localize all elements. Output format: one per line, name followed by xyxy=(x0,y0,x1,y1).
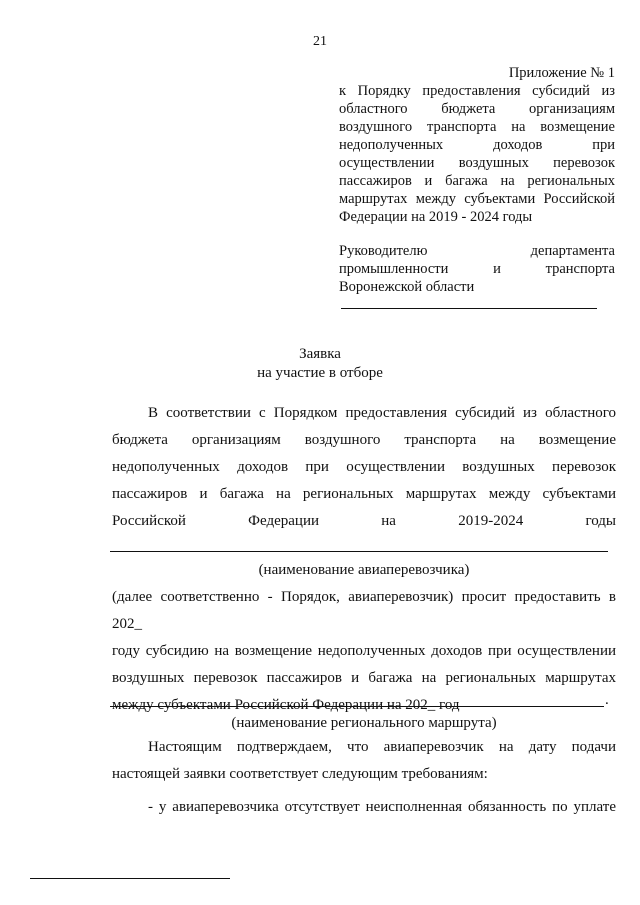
addressee-signature-line xyxy=(341,308,597,309)
document-title xyxy=(0,345,640,383)
addressee-line: Руководителю департамента xyxy=(339,243,615,259)
addressee-line: промышленности и транспорта xyxy=(339,261,615,277)
subtitle-line: на участие в отборе xyxy=(257,365,383,381)
text-line: году субсидию на возмещение недополученных доходов при осуществлении xyxy=(112,643,616,659)
appendix-title: Приложение № 1 xyxy=(508,65,615,81)
text-line: пассажиров и багажа на региональных маршрутах между субъектами xyxy=(112,486,616,502)
text-line: воздушных перевозок пассажиров и багажа на региональных маршрутах xyxy=(112,670,616,686)
addressee-line: Воронежской области xyxy=(339,279,475,295)
paragraph-request xyxy=(112,584,616,719)
text-line: (далее соответственно - Порядок, авиаперевозчик) просит предоставить в 202_ xyxy=(112,589,616,632)
carrier-name-fill-line xyxy=(110,551,608,552)
carrier-name-caption: (наименование авиаперевозчика) xyxy=(258,562,470,578)
appendix-block xyxy=(339,64,615,226)
page-number: 21 xyxy=(313,34,327,49)
route-name-caption: (наименование регионального маршрута) xyxy=(231,715,497,731)
text-line: Российской Федерации на 2019-2024 годы xyxy=(112,513,616,529)
text-line: В соответствии с Порядком предоставления субсидий из областного xyxy=(148,405,616,421)
route-line-period: . xyxy=(605,692,609,708)
appendix-body: к Порядку предоставления субсидий из областного бюджета организациям воздушного транспорта на возмещение недополученных доходов при осуществлении воздушных перевозок пассажиров и багажа на региональных маршрутах между субъектами Российской Федерации на 2019 - 2024 годы xyxy=(339,83,615,225)
route-name-fill-line xyxy=(110,706,604,707)
addressee-block xyxy=(339,242,615,296)
title-line: Заявка xyxy=(299,346,341,362)
footer-divider xyxy=(30,878,230,879)
text-line: недополученных доходов при осуществлении воздушных перевозок xyxy=(112,459,616,475)
text-line: - у авиаперевозчика отсутствует неисполненная обязанность по уплате xyxy=(148,799,616,815)
paragraph-confirmation xyxy=(112,734,616,788)
text-line: между субъектами Российской Федерации на 202_ год xyxy=(112,697,460,713)
paragraph-requirements xyxy=(112,794,616,821)
text-line: бюджета организациям воздушного транспорта на возмещение xyxy=(112,432,616,448)
text-line: настоящей заявки соответствует следующим требованиям: xyxy=(112,766,488,782)
text-line: Настоящим подтверждаем, что авиаперевозчик на дату подачи xyxy=(148,739,616,755)
paragraph-intro xyxy=(112,400,616,535)
